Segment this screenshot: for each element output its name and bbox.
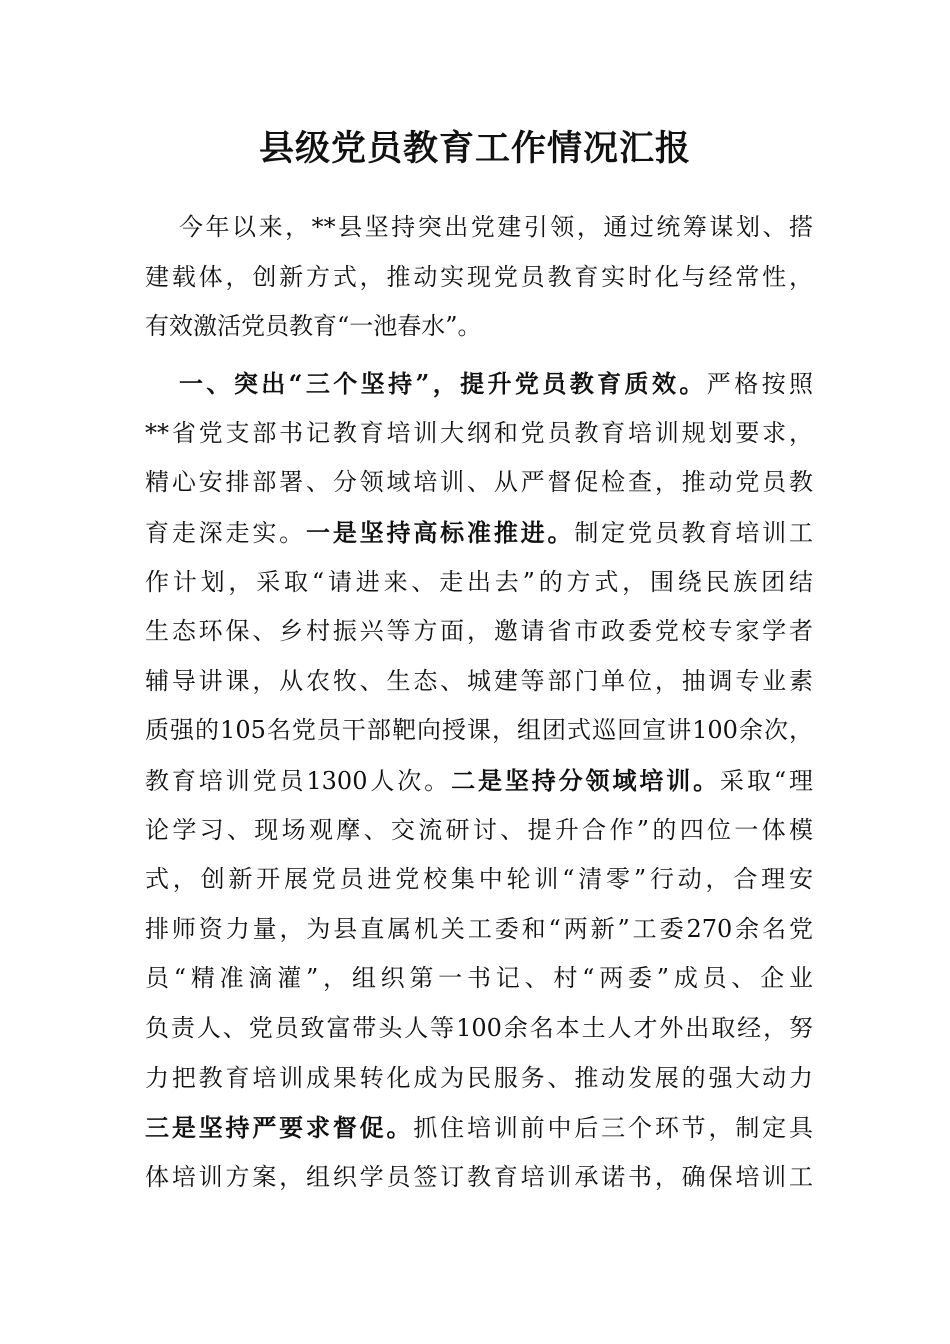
section1-line9-rest: 采取“理 — [720, 766, 814, 795]
document-body — [145, 203, 813, 1202]
section1-line-2: **省党支部书记教育培训大纲和党员教育培训规划要求， — [145, 418, 813, 447]
section1-heading: 一、突出“三个坚持”，提升党员教育质效。 — [179, 369, 707, 399]
section1-line-13: 员“精准滴灌”，组织第一书记、村“两委”成员、企业 — [145, 964, 813, 993]
section1-line-17: 体培训方案，组织学员签订教育培训承诺书，确保培训工 — [145, 1162, 813, 1191]
section1-line-14: 负责人、党员致富带头人等100余名本土人才外出取经，努 — [145, 1013, 813, 1042]
intro-line-1: 今年以来，**县坚持突出党建引领，通过统筹谋划、搭 — [179, 213, 813, 241]
point2-heading: 二是坚持分领域培训。 — [451, 765, 721, 795]
section1-line-12: 排师资力量，为县直属机关工委和“两新”工委270余名党 — [145, 914, 813, 943]
section1-line-5: 作计划，采取“请进来、走出去”的方式，围绕民族团结 — [145, 567, 813, 596]
section1-line-16 — [145, 1103, 813, 1153]
section1-line-3: 精心安排部署、分领域培训、从严督促检查，推动党员教 — [145, 468, 813, 497]
section1-line-8: 质强的105名党员干部靶向授课，组团式巡回宣讲100余次， — [145, 716, 813, 745]
point3-heading: 三是坚持严要求督促。 — [145, 1113, 414, 1143]
section1-line-11: 式，创新开展党员进党校集中轮训“清零”行动，合理安 — [145, 865, 813, 894]
document-title: 县级党员教育工作情况汇报 — [258, 128, 691, 169]
intro-line-2: 建载体，创新方式，推动实现党员教育实时化与经常性， — [145, 262, 813, 291]
section1-line9-pre: 教育培训党员1300人次。 — [145, 766, 452, 795]
section1-line-10: 论学习、现场观摩、交流研讨、提升合作”的四位一体模 — [145, 815, 813, 844]
section1-line-9 — [145, 756, 813, 806]
point1-heading: 一是坚持高标准推进。 — [306, 517, 575, 547]
intro-line-3: 有效激活党员教育“一池春水”。 — [145, 312, 482, 341]
section1-line-7: 辅导讲课，从农牧、生态、城建等部门单位，抽调专业素 — [145, 666, 813, 695]
section1-line-15: 力把教育培训成果转化成为民服务、推动发展的强大动力 — [145, 1063, 813, 1092]
section1-line16-rest: 抓住培训前中后三个环节，制定具 — [413, 1114, 814, 1143]
section1-line4-rest: 制定党员教育培训工 — [574, 518, 814, 547]
section1-line-4 — [145, 508, 813, 558]
section1-line1-rest: 严格按照 — [706, 370, 814, 399]
section1-line-1 — [145, 359, 813, 409]
section1-line4-pre: 育走深走实。 — [145, 518, 306, 547]
section1-line-6: 生态环保、乡村振兴等方面，邀请省市政委党校专家学者 — [145, 617, 813, 646]
